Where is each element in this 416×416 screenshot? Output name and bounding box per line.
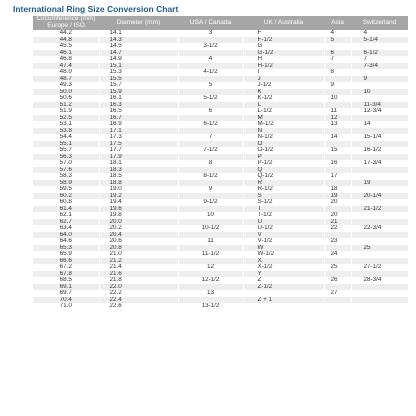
cell-diameter: 14.3 xyxy=(99,37,178,44)
cell-asia: 12 xyxy=(324,115,351,122)
cell-switzerland: 10 xyxy=(351,89,408,96)
cell-usa-canada: 11-1/2 xyxy=(178,251,243,258)
cell-switzerland: 21-1/2 xyxy=(351,206,408,213)
cell-circumference: 61.4 xyxy=(33,206,99,213)
cell-diameter: 21.2 xyxy=(99,258,178,265)
cell-usa-canada: 3-1/2 xyxy=(178,43,243,50)
cell-asia: 14 xyxy=(324,134,351,141)
cell-circumference: 55.1 xyxy=(33,141,99,148)
cell-circumference: 48.7 xyxy=(33,76,99,83)
cell-uk-australia: Q xyxy=(243,167,324,174)
cell-asia: 27 xyxy=(324,290,351,297)
cell-switzerland: 7-3/4 xyxy=(351,63,408,70)
cell-circumference: 48.0 xyxy=(33,69,99,76)
header-asia: Asia xyxy=(324,16,351,30)
cell-circumference: 65.9 xyxy=(33,251,99,258)
cell-switzerland: 16-1/2 xyxy=(351,147,408,154)
cell-uk-australia: T xyxy=(243,206,324,213)
cell-asia: 16 xyxy=(324,160,351,167)
cell-diameter: 16.9 xyxy=(99,121,178,128)
cell-usa-canada: 8-1/2 xyxy=(178,173,243,180)
cell-circumference: 57.6 xyxy=(33,167,99,174)
cell-switzerland: 14 xyxy=(351,121,408,128)
cell-uk-australia: Z + 1 xyxy=(243,297,324,304)
cell-uk-australia: Z-1/2 xyxy=(243,284,324,291)
cell-usa-canada: 9 xyxy=(178,186,243,193)
cell-circumference: 57.0 xyxy=(33,160,99,167)
cell-asia: 10 xyxy=(324,95,351,102)
cell-diameter: 16.1 xyxy=(99,95,178,102)
header-circumference: Circumference (mm) Europe / ISO xyxy=(33,16,99,30)
cell-circumference: 50.6 xyxy=(33,95,99,102)
cell-asia: 6 xyxy=(324,50,351,57)
cell-circumference: 70.4 xyxy=(33,297,99,304)
cell-switzerland: 19 xyxy=(351,180,408,187)
cell-uk-australia: S xyxy=(243,193,324,200)
cell-usa-canada: 11 xyxy=(178,238,243,245)
header-switzerland: Switzerland xyxy=(351,16,408,30)
cell-asia: 19 xyxy=(324,193,351,200)
cell-uk-australia: Q-1/2 xyxy=(243,173,324,180)
cell-circumference: 51.2 xyxy=(33,102,99,109)
cell-uk-australia: M xyxy=(243,115,324,122)
cell-uk-australia: J xyxy=(243,76,324,83)
cell-uk-australia: R xyxy=(243,180,324,187)
cell-diameter: 16.7 xyxy=(99,115,178,122)
cell-usa-canada: 12-1/2 xyxy=(178,277,243,284)
cell-uk-australia: V xyxy=(243,232,324,239)
cell-diameter: 18.5 xyxy=(99,173,178,180)
cell-circumference: 58.9 xyxy=(33,180,99,187)
cell-circumference: 46.1 xyxy=(33,50,99,57)
cell-uk-australia: P xyxy=(243,154,324,161)
header-diameter: Diameter (mm) xyxy=(99,16,178,30)
cell-asia: 22 xyxy=(324,225,351,232)
cell-diameter: 19.6 xyxy=(99,206,178,213)
cell-circumference: 62.7 xyxy=(33,219,99,226)
cell-usa-canada: 13-1/2 xyxy=(178,303,243,310)
cell-switzerland: 20-1/4 xyxy=(351,193,408,200)
cell-diameter: 17.9 xyxy=(99,154,178,161)
cell-circumference: 59.5 xyxy=(33,186,99,193)
cell-switzerland: 4 xyxy=(351,30,408,37)
table-row xyxy=(33,303,408,310)
cell-circumference: 64.6 xyxy=(33,238,99,245)
cell-circumference: 47.4 xyxy=(33,63,99,70)
cell-uk-australia: K xyxy=(243,89,324,96)
cell-switzerland: 28-3/4 xyxy=(351,277,408,284)
cell-diameter: 19.8 xyxy=(99,212,178,219)
cell-diameter: 17.7 xyxy=(99,147,178,154)
cell-diameter: 20.8 xyxy=(99,245,178,252)
cell-uk-australia: I xyxy=(243,69,324,76)
cell-circumference: 58.3 xyxy=(33,173,99,180)
cell-diameter: 20.4 xyxy=(99,232,178,239)
cell-asia: 21 xyxy=(324,219,351,226)
cell-asia: 4 xyxy=(324,30,351,37)
cell-circumference: 65.3 xyxy=(33,245,99,252)
cell-circumference: 60.8 xyxy=(33,199,99,206)
cell-switzerland: 17-3/4 xyxy=(351,160,408,167)
cell-circumference: 46.8 xyxy=(33,56,99,63)
cell-diameter: 14.5 xyxy=(99,43,178,50)
cell-asia: 7 xyxy=(324,56,351,63)
cell-asia: 15 xyxy=(324,147,351,154)
cell-uk-australia: Z xyxy=(243,277,324,284)
cell-usa-canada: 9-1/2 xyxy=(178,199,243,206)
cell-switzerland: 15-1/4 xyxy=(351,134,408,141)
cell-diameter: 21.8 xyxy=(99,277,178,284)
cell-circumference: 56.3 xyxy=(33,154,99,161)
cell-circumference: 68.5 xyxy=(33,277,99,284)
chart-title: International Ring Size Conversion Chart xyxy=(13,4,179,14)
cell-diameter: 22.4 xyxy=(99,297,178,304)
cell-usa-canada: 12 xyxy=(178,264,243,271)
cell-switzerland: 27-1/2 xyxy=(351,264,408,271)
cell-uk-australia: R-1/2 xyxy=(243,186,324,193)
cell-diameter: 17.1 xyxy=(99,128,178,135)
cell-diameter: 16.5 xyxy=(99,108,178,115)
cell-diameter: 15.9 xyxy=(99,89,178,96)
header-usa-canada: USA / Canada xyxy=(178,16,243,30)
cell-diameter: 19.0 xyxy=(99,186,178,193)
cell-uk-australia: M-1/2 xyxy=(243,121,324,128)
cell-uk-australia: L-1/2 xyxy=(243,108,324,115)
cell-switzerland xyxy=(351,303,408,310)
cell-asia: 17 xyxy=(324,173,351,180)
cell-uk-australia: H xyxy=(243,56,324,63)
cell-uk-australia: T-1/2 xyxy=(243,212,324,219)
ring-size-table xyxy=(33,16,409,310)
cell-uk-australia: N-1/2 xyxy=(243,134,324,141)
cell-usa-canada: 6-1/2 xyxy=(178,121,243,128)
cell-circumference: 49.3 xyxy=(33,82,99,89)
cell-usa-canada: 4 xyxy=(178,56,243,63)
cell-usa-canada: 7-1/2 xyxy=(178,147,243,154)
cell-switzerland: 6-1/2 xyxy=(351,50,408,57)
cell-asia: 24 xyxy=(324,251,351,258)
cell-circumference: 51.9 xyxy=(33,108,99,115)
cell-circumference: 45.5 xyxy=(33,43,99,50)
cell-circumference: 62.1 xyxy=(33,212,99,219)
cell-usa-canada: 7 xyxy=(178,134,243,141)
cell-uk-australia: H-1/2 xyxy=(243,63,324,70)
cell-diameter: 18.1 xyxy=(99,160,178,167)
cell-uk-australia: U-1/2 xyxy=(243,225,324,232)
cell-uk-australia: V-1/2 xyxy=(243,238,324,245)
cell-circumference: 69.7 xyxy=(33,290,99,297)
cell-circumference: 66.6 xyxy=(33,258,99,265)
cell-diameter: 17.3 xyxy=(99,134,178,141)
cell-diameter: 20.2 xyxy=(99,225,178,232)
cell-uk-australia: F xyxy=(243,30,324,37)
cell-usa-canada: 13 xyxy=(178,290,243,297)
cell-circumference: 53.8 xyxy=(33,128,99,135)
cell-circumference: 64.0 xyxy=(33,232,99,239)
cell-diameter: 15.7 xyxy=(99,82,178,89)
cell-usa-canada: 6 xyxy=(178,108,243,115)
cell-asia: 20 xyxy=(324,212,351,219)
cell-switzerland: 11-3/4 xyxy=(351,102,408,109)
cell-circumference: 69.1 xyxy=(33,284,99,291)
cell-usa-canada: 8 xyxy=(178,160,243,167)
cell-switzerland: 25 xyxy=(351,245,408,252)
cell-usa-canada: 10-1/2 xyxy=(178,225,243,232)
cell-diameter: 20.6 xyxy=(99,238,178,245)
cell-uk-australia: G xyxy=(243,43,324,50)
cell-uk-australia: S-1/2 xyxy=(243,199,324,206)
cell-asia: 5 xyxy=(324,37,351,44)
cell-diameter: 22.0 xyxy=(99,284,178,291)
header-uk-australia: UK / Australia xyxy=(243,16,324,30)
cell-diameter: 21.6 xyxy=(99,271,178,278)
cell-uk-australia: X xyxy=(243,258,324,265)
cell-switzerland: 7 xyxy=(351,56,408,63)
cell-uk-australia: Y xyxy=(243,271,324,278)
cell-diameter: 22.2 xyxy=(99,290,178,297)
cell-circumference: 52.5 xyxy=(33,115,99,122)
cell-asia: 26 xyxy=(324,277,351,284)
cell-circumference: 67.2 xyxy=(33,264,99,271)
cell-asia xyxy=(324,303,351,310)
cell-circumference: 50.0 xyxy=(33,89,99,96)
cell-uk-australia: L xyxy=(243,102,324,109)
cell-asia: 18 xyxy=(324,186,351,193)
cell-diameter: 14.7 xyxy=(99,50,178,57)
cell-diameter: 19.4 xyxy=(99,199,178,206)
cell-uk-australia: X-1/2 xyxy=(243,264,324,271)
cell-usa-canada: 5-1/2 xyxy=(178,95,243,102)
cell-diameter: 21.4 xyxy=(99,264,178,271)
cell-uk-australia: P-1/2 xyxy=(243,160,324,167)
cell-uk-australia: F-1/2 xyxy=(243,37,324,44)
cell-uk-australia: U xyxy=(243,219,324,226)
cell-uk-australia: J-1/2 xyxy=(243,82,324,89)
cell-circumference: 44.2 xyxy=(33,30,99,37)
table-body xyxy=(33,30,408,310)
cell-asia: 25 xyxy=(324,264,351,271)
cell-asia: 11 xyxy=(324,108,351,115)
cell-uk-australia: K-1/2 xyxy=(243,95,324,102)
cell-diameter: 15.1 xyxy=(99,63,178,70)
cell-switzerland: 12-3/4 xyxy=(351,108,408,115)
cell-asia: 23 xyxy=(324,238,351,245)
cell-circumference: 54.4 xyxy=(33,134,99,141)
cell-diameter: 17.5 xyxy=(99,141,178,148)
cell-diameter: 21.0 xyxy=(99,251,178,258)
cell-circumference: 60.2 xyxy=(33,193,99,200)
cell-uk-australia: W-1/2 xyxy=(243,251,324,258)
cell-diameter: 15.3 xyxy=(99,69,178,76)
table-header-row xyxy=(33,16,408,30)
cell-switzerland: 9 xyxy=(351,76,408,83)
cell-circumference: 67.8 xyxy=(33,271,99,278)
cell-diameter: 14.9 xyxy=(99,56,178,63)
cell-uk-australia xyxy=(243,303,324,310)
cell-circumference: 55.7 xyxy=(33,147,99,154)
cell-usa-canada: 4-1/2 xyxy=(178,69,243,76)
cell-uk-australia: W xyxy=(243,245,324,252)
cell-uk-australia: G-1/2 xyxy=(243,50,324,57)
cell-diameter: 19.2 xyxy=(99,193,178,200)
cell-asia: 20 xyxy=(324,199,351,206)
cell-asia: 9 xyxy=(324,82,351,89)
cell-asia: 8 xyxy=(324,69,351,76)
cell-usa-canada: 3 xyxy=(178,30,243,37)
cell-asia: 13 xyxy=(324,121,351,128)
cell-circumference: 44.8 xyxy=(33,37,99,44)
cell-diameter: 18.3 xyxy=(99,167,178,174)
cell-diameter: 22.6 xyxy=(99,303,178,310)
cell-usa-canada: 5 xyxy=(178,82,243,89)
cell-uk-australia: O xyxy=(243,141,324,148)
cell-uk-australia: O-1/2 xyxy=(243,147,324,154)
cell-diameter: 14.1 xyxy=(99,30,178,37)
cell-usa-canada: 10 xyxy=(178,212,243,219)
cell-diameter: 18.8 xyxy=(99,180,178,187)
cell-diameter: 16.3 xyxy=(99,102,178,109)
cell-uk-australia: N xyxy=(243,128,324,135)
cell-diameter: 20.0 xyxy=(99,219,178,226)
cell-diameter: 15.5 xyxy=(99,76,178,83)
cell-circumference: 63.4 xyxy=(33,225,99,232)
cell-switzerland: 22-3/4 xyxy=(351,225,408,232)
cell-circumference: 71.0 xyxy=(33,303,99,310)
cell-switzerland: 5-1/4 xyxy=(351,37,408,44)
cell-circumference: 53.1 xyxy=(33,121,99,128)
